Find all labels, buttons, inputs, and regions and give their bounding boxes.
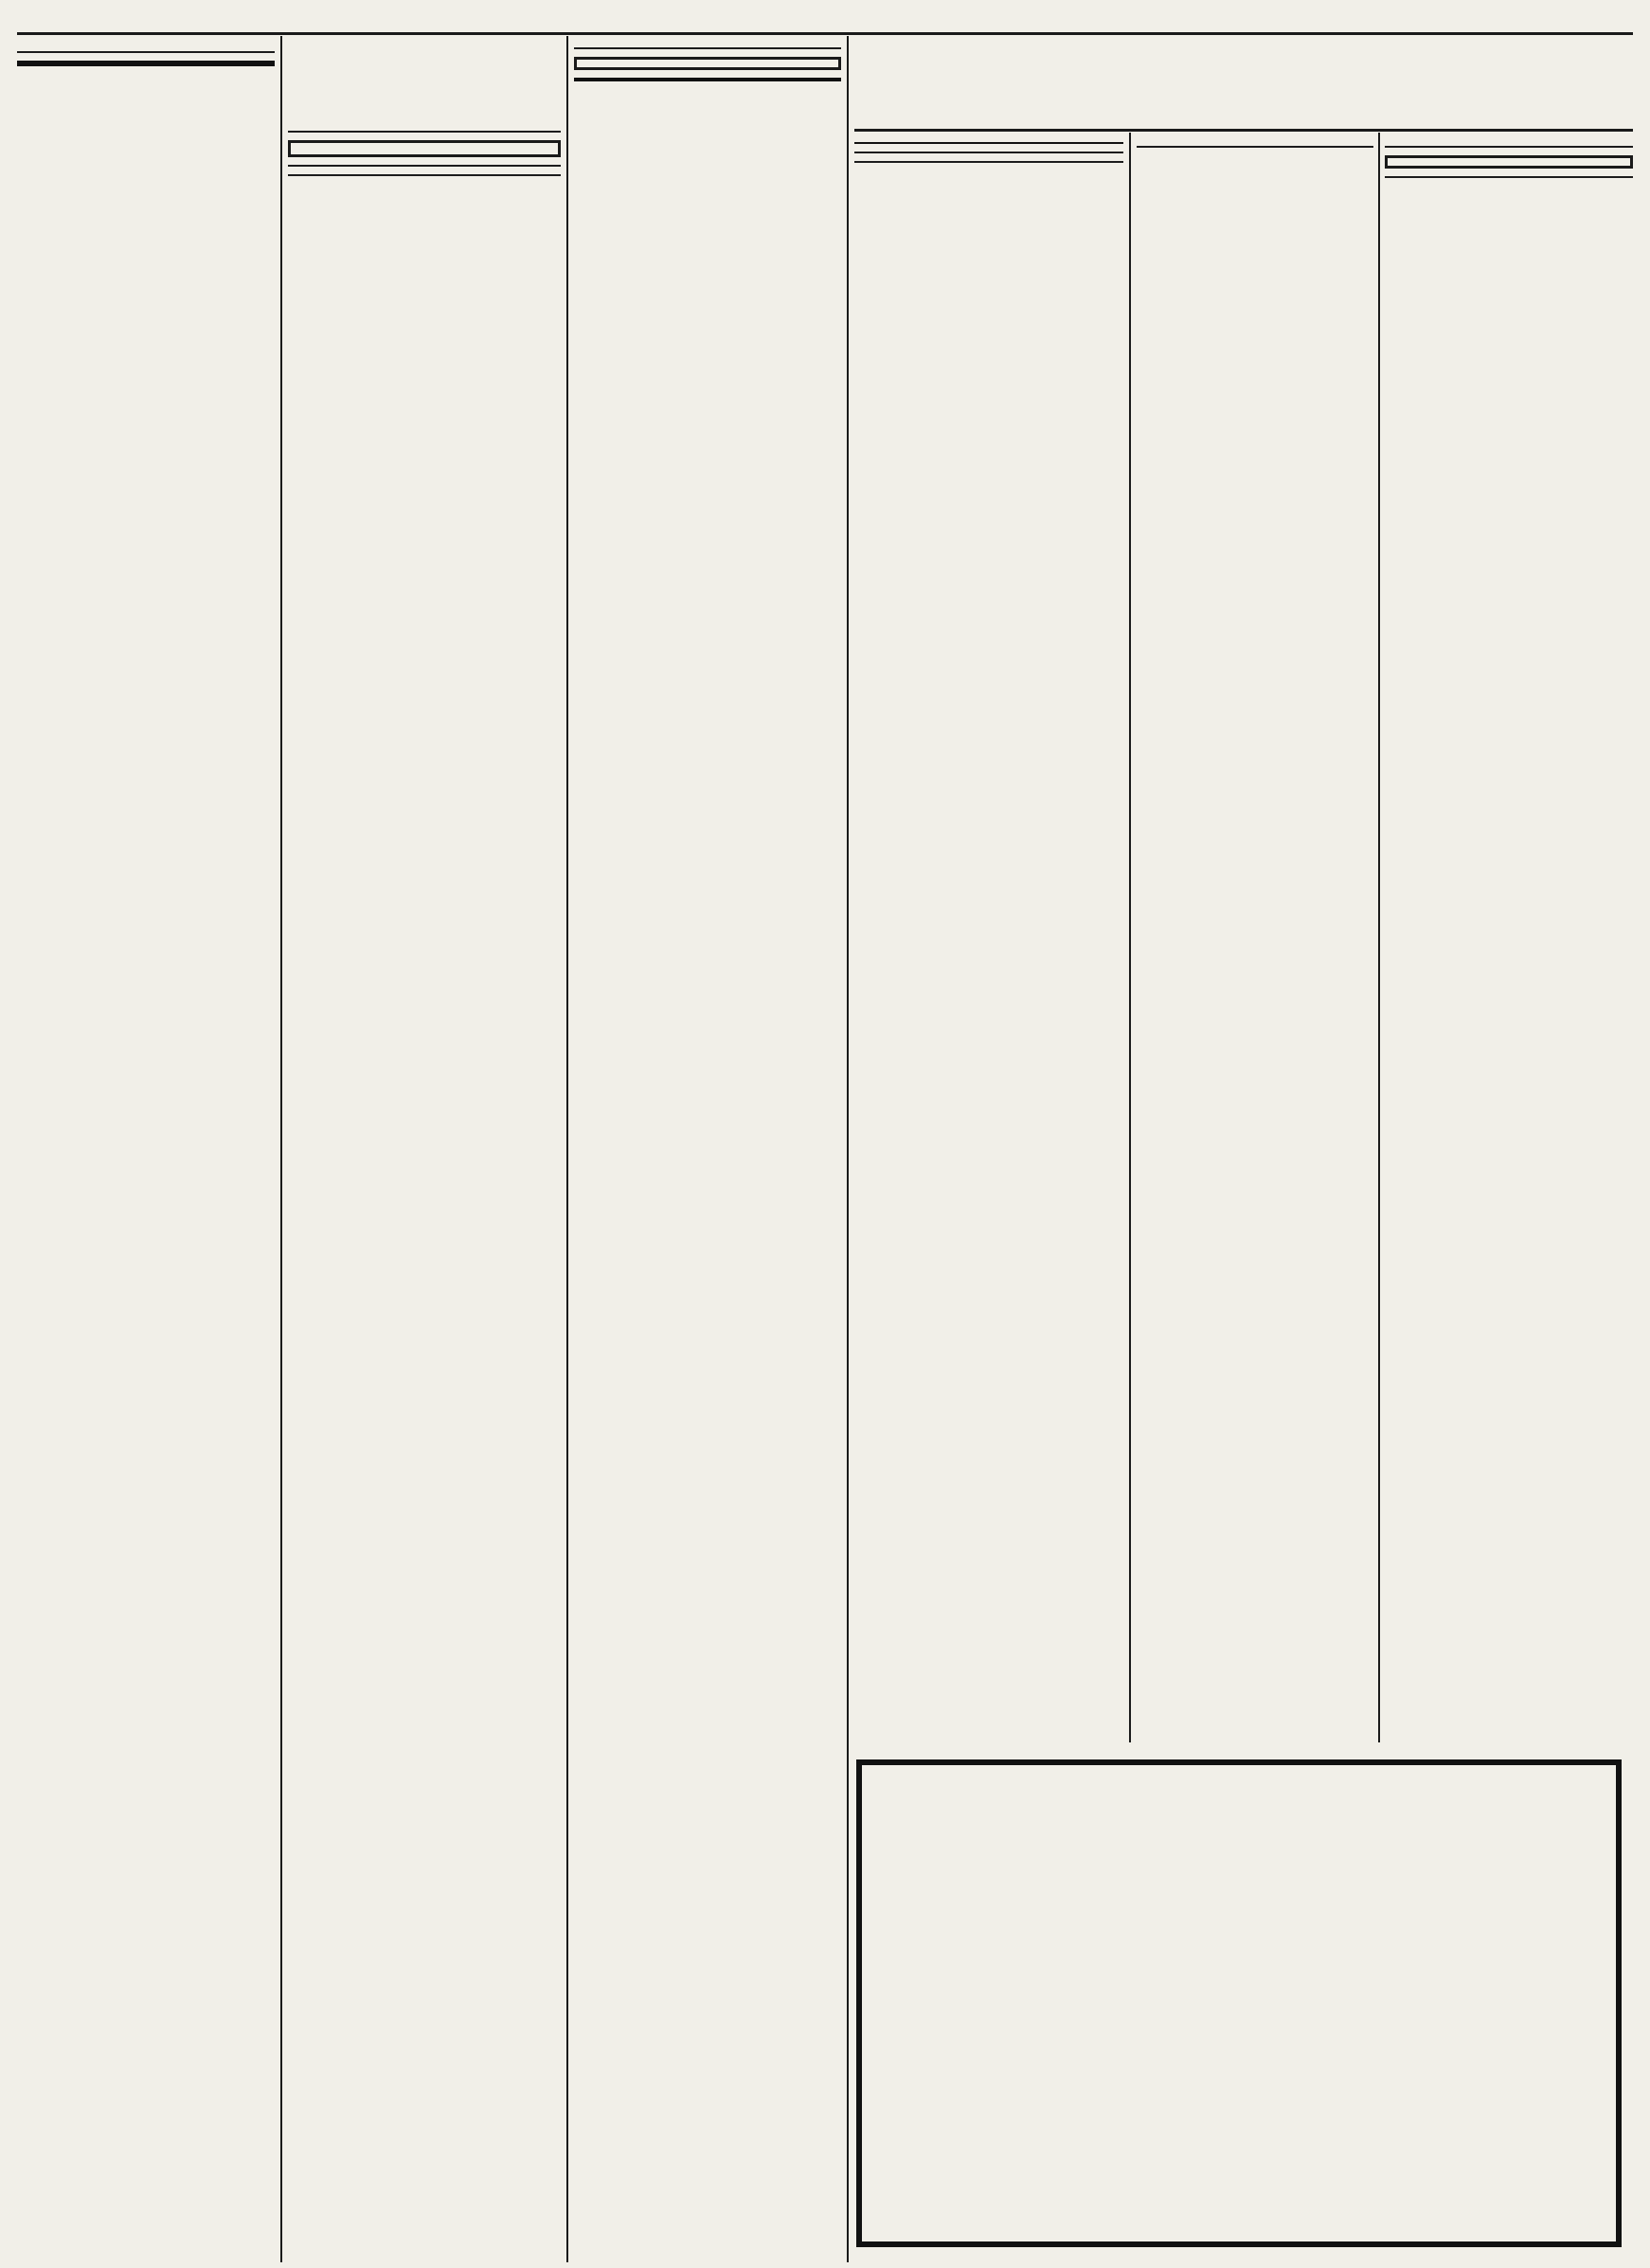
- ultimas-noticias-title: [854, 38, 1631, 125]
- headline: [854, 142, 1123, 144]
- foreign-news-box: [1137, 1572, 1373, 1738]
- column-sport-continued: [288, 123, 561, 2262]
- masthead: [17, 4, 1633, 32]
- dentist-ad: [1385, 155, 1633, 169]
- column-rule: [566, 36, 568, 2262]
- column-rule: [1378, 133, 1380, 1742]
- insurance-ad: [574, 57, 841, 70]
- column-rule: [280, 36, 282, 2262]
- column-greve: [1137, 138, 1373, 1757]
- column-rule: [847, 36, 849, 2262]
- column-ordem-publica: [574, 40, 841, 2262]
- column-parlamento: [854, 138, 1123, 1757]
- poeira-title: [574, 78, 841, 81]
- apolo-theatre-ad: [288, 140, 561, 157]
- masthead-rule: [17, 32, 1633, 35]
- shell-gasoline-ad: [856, 1759, 1622, 2247]
- sport-title: [17, 61, 275, 66]
- column-rule: [1129, 133, 1131, 1742]
- column-sport: [17, 40, 275, 2262]
- title-rule: [854, 129, 1633, 132]
- column-politica: [1385, 138, 1633, 1757]
